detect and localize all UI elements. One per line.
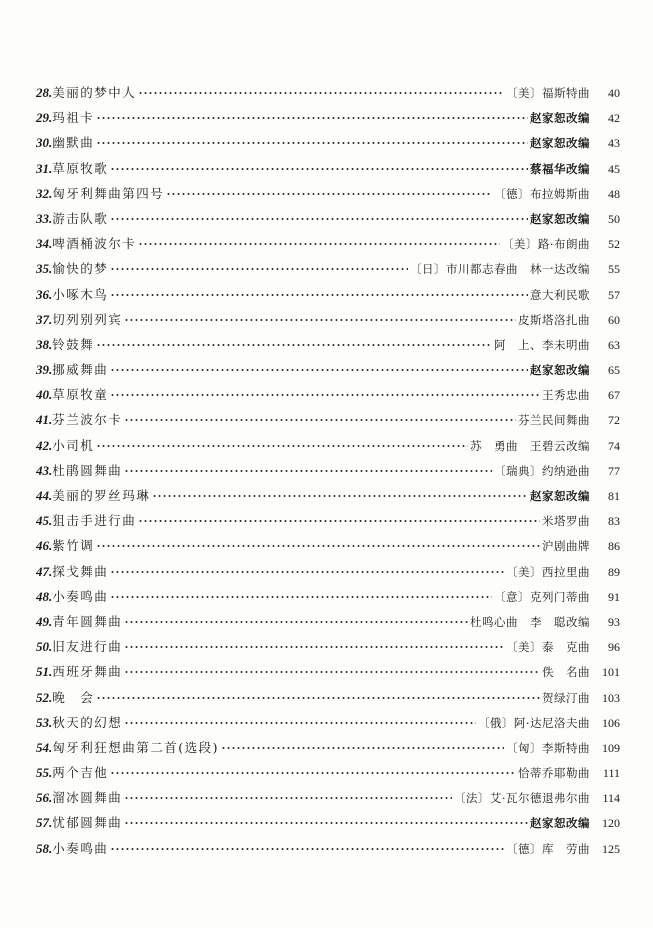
toc-entry [36, 80, 620, 105]
toc-entry [36, 584, 620, 609]
entry-page-number: 72 [608, 413, 620, 428]
entry-number: 50. [36, 639, 53, 655]
toc-entry [36, 130, 620, 155]
entry-number: 39. [36, 362, 53, 378]
entry-page-number: 120 [602, 816, 620, 831]
toc-entry [36, 659, 620, 684]
entry-title: 小奏鸣曲 [52, 840, 109, 856]
entry-title: 秋天的幻想 [52, 714, 123, 730]
entry-credit: 杜鸣心曲 李 聪改编 [470, 614, 590, 629]
entry-credit: 蔡福华改编 [530, 161, 590, 176]
dot-leader [110, 218, 528, 220]
entry-title: 两个吉他 [52, 765, 109, 781]
toc-entry [36, 105, 620, 130]
dot-leader [110, 268, 408, 270]
dot-leader [110, 168, 528, 170]
toc-entry [36, 256, 620, 281]
entry-number: 32. [36, 185, 53, 201]
entry-credit: 〔美〕福斯特曲 [506, 86, 590, 100]
entry-title: 小啄木鸟 [52, 286, 109, 302]
entry-credit: 赵家恕改编 [530, 363, 590, 378]
entry-number: 36. [36, 286, 53, 302]
entry-number: 58. [36, 840, 53, 856]
entry-page-number: 57 [608, 287, 620, 302]
dot-leader [124, 419, 516, 421]
entry-title: 美丽的梦中人 [52, 85, 137, 100]
entry-title: 啤酒桶波尔卡 [52, 236, 137, 252]
toc-entry [36, 433, 620, 458]
entry-number: 37. [36, 311, 53, 327]
entry-page-number: 45 [608, 161, 620, 176]
entry-page-number: 40 [608, 86, 620, 100]
entry-page-number: 43 [608, 136, 620, 151]
toc-entry [36, 533, 620, 558]
dot-leader [110, 294, 528, 296]
entry-page-number: 111 [602, 766, 620, 781]
entry-number: 28. [36, 85, 53, 100]
entry-page-number: 109 [602, 740, 620, 755]
dot-leader [124, 822, 528, 824]
entry-number: 30. [36, 135, 53, 151]
entry-number: 33. [36, 210, 53, 226]
entry-number: 53. [36, 714, 53, 730]
dot-leader [124, 671, 540, 673]
dot-leader [124, 470, 492, 472]
dot-leader [110, 848, 504, 850]
entry-credit: 沪剧曲牌 [542, 539, 590, 554]
entry-credit: 米塔罗曲 [542, 514, 590, 529]
entry-number: 31. [36, 160, 53, 176]
entry-credit: 意大利民歌 [530, 287, 590, 302]
entry-credit: 〔日〕市川都志春曲 林一达改编 [410, 262, 590, 277]
dot-leader [124, 319, 516, 321]
entry-title: 玛祖卡 [52, 110, 95, 126]
entry-title: 狙击手进行曲 [52, 513, 137, 529]
dot-leader [96, 445, 468, 447]
entry-title: 草原牧童 [52, 387, 109, 403]
entry-page-number: 67 [608, 388, 620, 403]
entry-number: 38. [36, 336, 53, 352]
entry-page-number: 103 [602, 690, 620, 705]
entry-title: 小司机 [52, 437, 95, 453]
entry-title: 匈牙利狂想曲第二首(选段) [52, 739, 220, 755]
entry-number: 29. [36, 110, 53, 126]
toc-entry [36, 735, 620, 760]
entry-title: 匈牙利舞曲第四号 [52, 185, 165, 201]
toc-entry [36, 206, 620, 231]
entry-credit: 王秀忠曲 [542, 388, 590, 403]
entry-page-number: 91 [608, 589, 620, 604]
entry-credit: 贺绿汀曲 [542, 690, 590, 705]
entry-credit: 〔美〕西拉里曲 [506, 564, 590, 579]
entry-number: 56. [36, 790, 53, 806]
entry-page-number: 93 [608, 614, 620, 629]
dot-leader [152, 495, 528, 497]
dot-leader [110, 394, 540, 396]
entry-credit: 〔瑞典〕约纳逊曲 [494, 463, 590, 478]
entry-credit: 赵家恕改编 [530, 111, 590, 126]
toc-entry [36, 836, 620, 861]
toc-entry [36, 357, 620, 382]
entry-title: 杜鹃圆舞曲 [52, 462, 123, 478]
entry-credit: 阿 上、李未明曲 [494, 337, 590, 352]
entry-page-number: 86 [608, 539, 620, 554]
entry-page-number: 89 [608, 564, 620, 579]
dot-leader [96, 697, 540, 699]
entry-credit: 赵家恕改编 [530, 816, 590, 831]
entry-number: 44. [36, 488, 53, 503]
entry-page-number: 96 [608, 640, 620, 655]
entry-number: 42. [36, 437, 53, 453]
entry-title: 美丽的罗丝玛琳 [52, 488, 151, 503]
entry-number: 46. [36, 538, 53, 554]
dot-leader [138, 520, 540, 522]
entry-page-number: 55 [608, 262, 620, 277]
toc-entry [36, 785, 620, 810]
dot-leader [96, 117, 528, 119]
entry-number: 41. [36, 412, 53, 428]
toc-entry [36, 609, 620, 634]
toc-entry [36, 407, 620, 432]
dot-leader [138, 243, 500, 245]
toc-entry [36, 307, 620, 332]
entry-number: 48. [36, 588, 53, 604]
entry-number: 57. [36, 815, 53, 831]
entry-page-number: 42 [608, 111, 620, 126]
entry-page-number: 101 [602, 665, 620, 680]
entry-title: 西班牙舞曲 [52, 664, 123, 680]
entry-credit: 赵家恕改编 [530, 211, 590, 226]
dot-leader [96, 344, 492, 346]
entry-page-number: 65 [608, 363, 620, 378]
entry-number: 35. [36, 261, 53, 277]
entry-title: 游击队歌 [52, 210, 109, 226]
entry-title: 愉快的梦 [52, 261, 109, 277]
entry-credit: 佚 名曲 [542, 665, 590, 680]
toc-entry [36, 231, 620, 256]
entry-credit: 恰蒂乔耶勒曲 [518, 766, 590, 781]
entry-page-number: 63 [608, 337, 620, 352]
entry-title: 探戈舞曲 [52, 563, 109, 579]
entry-page-number: 48 [608, 186, 620, 201]
entry-page-number: 77 [608, 463, 620, 478]
dot-leader [124, 646, 504, 648]
toc-entry [36, 483, 620, 508]
entry-title: 芬兰波尔卡 [52, 412, 123, 428]
toc-entry [36, 810, 620, 835]
entry-number: 52. [36, 689, 53, 705]
dot-leader [110, 596, 492, 598]
entry-page-number: 114 [602, 791, 620, 806]
entry-page-number: 74 [608, 438, 620, 453]
entry-title: 小奏鸣曲 [52, 588, 109, 604]
entry-number: 47. [36, 563, 53, 579]
toc-entry [36, 332, 620, 357]
entry-title: 幽默曲 [52, 135, 95, 151]
entry-title: 铃鼓舞 [52, 336, 95, 352]
dot-leader [96, 545, 540, 547]
entry-title: 忧郁圆舞曲 [52, 815, 123, 831]
toc-entry [36, 382, 620, 407]
entry-page-number: 81 [608, 489, 620, 503]
dot-leader [110, 772, 516, 774]
dot-leader [124, 621, 468, 623]
dot-leader [166, 193, 492, 195]
entry-number: 54. [36, 739, 53, 755]
dot-leader [124, 722, 476, 724]
entry-page-number: 52 [608, 237, 620, 252]
entry-title: 晚 会 [52, 689, 95, 705]
entry-title: 溜冰圆舞曲 [52, 790, 123, 806]
entry-number: 34. [36, 236, 53, 252]
toc-entry [36, 282, 620, 307]
entry-credit: 〔德〕布拉姆斯曲 [494, 186, 590, 201]
entry-title: 草原牧歌 [52, 160, 109, 176]
dot-leader [96, 142, 528, 144]
entry-number: 49. [36, 613, 53, 629]
toc-entry [36, 559, 620, 584]
entry-credit: 赵家恕改编 [530, 136, 590, 151]
entry-title: 挪威舞曲 [52, 362, 109, 378]
toc-entry [36, 710, 620, 735]
dot-leader [138, 92, 504, 94]
toc-entry [36, 760, 620, 785]
entry-page-number: 106 [602, 715, 620, 730]
toc-entry [36, 458, 620, 483]
toc-entry [36, 181, 620, 206]
entry-title: 青年圆舞曲 [52, 613, 123, 629]
entry-credit: 苏 勇曲 王碧云改编 [470, 438, 590, 453]
entry-credit: 赵家恕改编 [530, 489, 590, 503]
entry-page-number: 60 [608, 312, 620, 327]
entry-credit: 〔法〕艾·瓦尔德退弗尔曲 [453, 791, 590, 806]
entry-number: 43. [36, 462, 53, 478]
entry-title: 旧友进行曲 [52, 639, 123, 655]
entry-credit: 〔美〕路·布朗曲 [501, 237, 590, 252]
toc-entry [36, 156, 620, 181]
entry-number: 55. [36, 765, 53, 781]
entry-credit: 皮斯塔洛扎曲 [518, 312, 590, 327]
dot-leader [110, 571, 504, 573]
entry-title: 切列别列宾 [52, 311, 123, 327]
entry-credit: 〔意〕克列门蒂曲 [494, 589, 590, 604]
entry-page-number: 50 [608, 211, 620, 226]
entry-number: 40. [36, 387, 53, 403]
entry-page-number: 83 [608, 514, 620, 529]
entry-page-number: 125 [602, 841, 620, 856]
entry-credit: 〔匈〕李斯特曲 [506, 740, 590, 755]
entry-credit: 〔美〕泰 克曲 [506, 640, 590, 655]
dot-leader [110, 369, 528, 371]
entry-title: 紫竹调 [52, 538, 95, 554]
toc-entry [36, 685, 620, 710]
dot-leader [124, 797, 452, 799]
toc-entry [36, 634, 620, 659]
entry-number: 51. [36, 664, 53, 680]
entry-credit: 〔德〕库 劳曲 [506, 841, 590, 856]
toc-entry [36, 508, 620, 533]
entry-credit: 〔俄〕阿·达尼洛夫曲 [477, 715, 590, 730]
table-of-contents [36, 80, 620, 861]
dot-leader [221, 747, 504, 749]
entry-credit: 芬兰民间舞曲 [518, 413, 590, 428]
entry-number: 45. [36, 513, 53, 529]
